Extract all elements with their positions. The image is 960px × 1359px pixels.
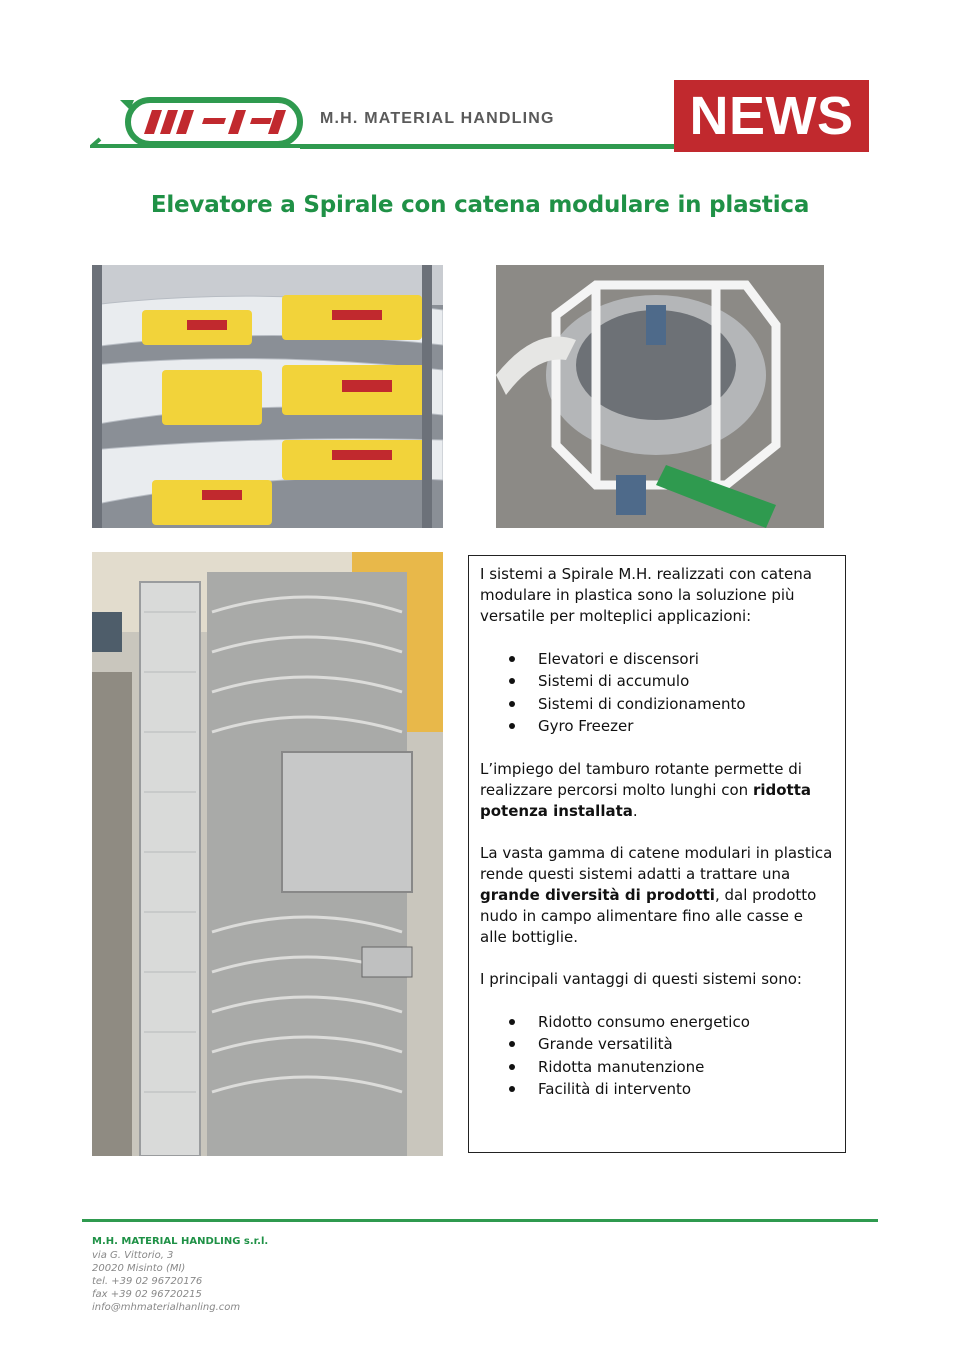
photo-spiral-tower [92, 552, 443, 1156]
list-item: Grande versatilità [506, 1033, 833, 1055]
page-title: Elevatore a Spirale con catena modulare in plastica [150, 192, 810, 218]
advantages-intro: I principali vantaggi di questi sistemi sono: [480, 970, 802, 989]
drum-text-end: . [632, 802, 638, 821]
drum-text-bold: ridotta potenza installata [480, 781, 811, 821]
info-box [468, 555, 846, 1153]
header-divider [300, 144, 674, 149]
list-item: Sistemi di accumulo [506, 670, 833, 692]
list-item: Ridotto consumo energetico [506, 1011, 833, 1033]
list-item: Sistemi di condizionamento [506, 693, 833, 715]
photo-spiral-top-view [496, 265, 824, 528]
photo-tortilla-spiral [92, 265, 443, 528]
footer-email[interactable]: info@mhmaterialhanling.com [92, 1302, 241, 1313]
footer-city: 20020 Misinto (MI) [92, 1263, 186, 1274]
range-paragraph [480, 843, 833, 948]
mh-logo [90, 94, 315, 154]
footer-tel: tel. +39 02 96720176 [92, 1276, 203, 1287]
list-item: Ridotta manutenzione [506, 1056, 833, 1078]
drum-paragraph [480, 759, 833, 822]
range-text-end: , dal prodotto nudo in campo alimentare fino alle casse e alle bottiglie. [480, 886, 817, 947]
list-item: Elevatori e discensori [506, 648, 833, 670]
company-name: M.H. MATERIAL HANDLING [320, 110, 555, 127]
drum-text: L’impiego del tamburo rotante permette di realizzare percorsi molto lunghi con [480, 760, 802, 800]
list-item: Gyro Freezer [506, 715, 833, 737]
applications-list [480, 648, 833, 737]
intro-paragraph: I sistemi a Spirale M.H. realizzati con catena modulare in plastica sono la soluzione più versatile per molteplici applicazioni: [480, 565, 812, 625]
footer-divider [82, 1219, 878, 1222]
news-badge: NEWS [674, 80, 869, 152]
range-text: La vasta gamma di catene modulari in plastica rende questi sistemi adatti a trattare una [480, 844, 833, 884]
list-item: Facilità di intervento [506, 1078, 833, 1100]
footer-address: via G. Vittorio, 3 [92, 1250, 174, 1261]
footer-fax: fax +39 02 96720215 [92, 1289, 202, 1300]
advantages-list [480, 1011, 833, 1100]
range-text-bold: grande diversità di prodotti [480, 886, 715, 905]
footer-company: M.H. MATERIAL HANDLING s.r.l. [92, 1236, 269, 1247]
